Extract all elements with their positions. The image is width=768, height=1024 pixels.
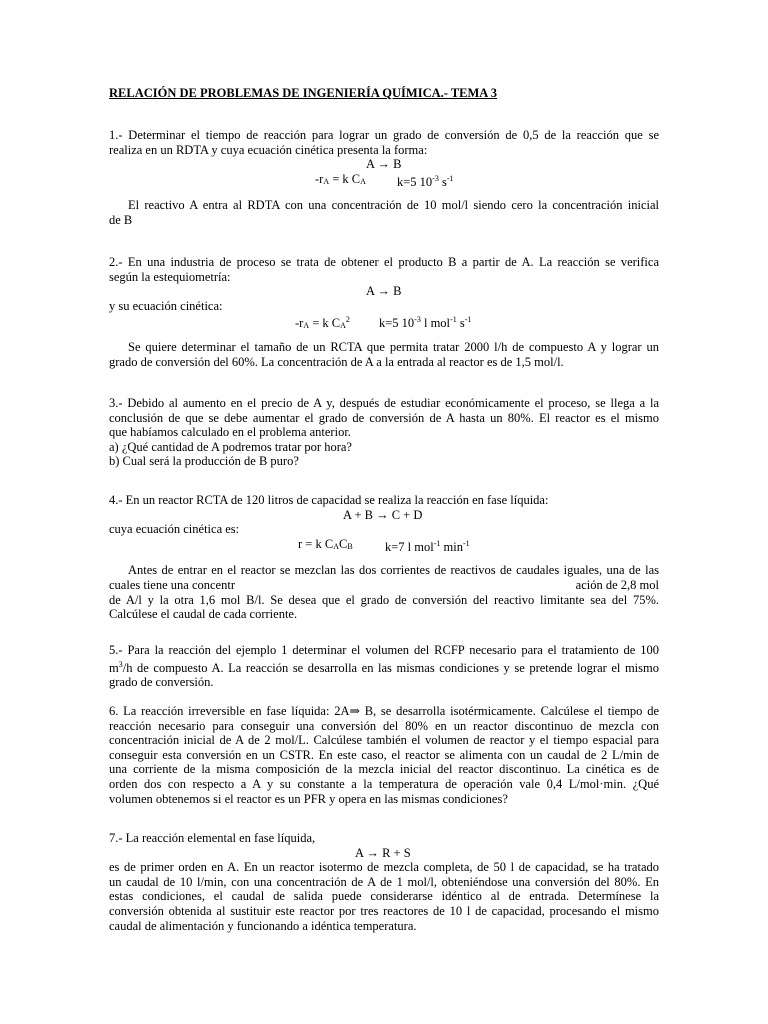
problem-1-line: 1.- Determinar el tiempo de reacción para lograr un grado de conversión de 0,5 de la reacción que se bbox=[109, 128, 659, 142]
problem-4-paragraph: cuales tiene una concentr ación de 2,8 mol bbox=[109, 577, 659, 592]
rate-constant: k=5 $10^{-3}$ $s^{-1}$ bbox=[397, 173, 454, 189]
problem-2-paragraph: grado de conversión del 60%. La concentración de A a la entrada al reactor es de 1,5 mol/l. bbox=[109, 354, 564, 369]
problem-3-line: 3.- Debido al aumento en el precio de A y, después de estudiar económicamente el proceso, se llega a la bbox=[109, 396, 659, 410]
rate-equation: -rA = k $CA^2$ bbox=[295, 315, 350, 331]
equation-row bbox=[109, 284, 659, 299]
rate-constant: k=5 $10^{-3}$ l mol$^{-1}$ $s^{-1}$ bbox=[379, 315, 472, 331]
problem-4 bbox=[109, 493, 659, 622]
problem-3 bbox=[109, 396, 659, 469]
reaction-equation: A + B → C + D bbox=[343, 507, 423, 522]
problem-2-line: y su ecuación cinética: bbox=[109, 298, 223, 313]
problem-6-line: orden dos con respecto a A y su constante a la temperatura de operación vale 0,4 L/mol·min. ¿Qué bbox=[109, 776, 659, 791]
problem-4-paragraph: de A/l y la otra 1,6 mol B/l. Se desea que el grado de conversión del reactivo limitante sea del 75%. bbox=[109, 592, 659, 607]
problem-1-paragraph: El reactivo A entra al RDTA con una concentración de 10 mol/l siendo cero la concentración inicial bbox=[128, 198, 659, 213]
equation-row bbox=[109, 313, 659, 331]
problem-6 bbox=[109, 704, 659, 806]
problem-2-paragraph: Se quiere determinar el tamaño de un RCTA que permita tratar 2000 l/h de compuesto A y lograr un bbox=[128, 339, 659, 354]
rate-constant: k=7 l mol$^{-1}$ $\min^{-1}$ bbox=[385, 538, 470, 554]
problem-6-line: reacción necesario para conseguir una conversión del 80% en un reactor discontinuo de mezcla con bbox=[109, 718, 659, 733]
problem-7-line: es de primer orden en A. En un reactor isotermo de mezcla completa, de 50 l de capacidad, se ha tratado bbox=[109, 860, 659, 875]
page-title: RELACIÓN DE PROBLEMAS DE INGENIERÍA QUÍMICA.- TEMA 3 bbox=[109, 86, 498, 100]
equation-row bbox=[109, 508, 659, 523]
problem-4-paragraph: Antes de entrar en el reactor se mezclan las dos corrientes de reactivos de caudales iguales, una de las bbox=[128, 563, 659, 578]
question-b: b) Cual será la producción de B puro? bbox=[109, 454, 299, 469]
problem-5 bbox=[109, 643, 659, 690]
problem-4-paragraph: Calcúlese el caudal de cada corriente. bbox=[109, 607, 298, 622]
problem-2 bbox=[109, 255, 659, 369]
problem-7-line: estas condiciones, el caudal de salida puede considerarse idéntico al de entrada. Determínese la bbox=[109, 889, 659, 904]
problem-6-line: volumen obtenemos si el reactor es un PFR y opera en las mismas condiciones? bbox=[109, 791, 508, 806]
problem-6-line: conseguir esta conversión en un CSTR. En este caso, el reactor se alimenta con un caudal de 2 L/min de bbox=[109, 747, 659, 762]
problem-7 bbox=[109, 831, 659, 933]
problem-2-line: 2.- En una industria de proceso se trata de obtener el producto B a partir de A. La reacción se verifica bbox=[109, 255, 659, 269]
equation-row bbox=[109, 846, 659, 861]
problem-3-line: conclusión de que se debe aumentar el grado de conversión de A hasta un 80%. El reactor es el mismo bbox=[109, 410, 659, 425]
problem-6-line: 6. La reacción irreversible en fase líquida: 2A⇒ B, se desarrolla isotérmicamente. Calcúlese el tiempo de bbox=[109, 704, 659, 718]
problem-2-line: según la estequiometría: bbox=[109, 269, 231, 284]
problem-7-line: 7.- La reacción elemental en fase líquida, bbox=[109, 831, 316, 845]
rate-equation: -rA = k CA bbox=[315, 171, 366, 186]
problem-5-line: $m^3/h$ de compuesto A. La reacción se desarrolla en las mismas condiciones y se pretende lograr el mismo bbox=[109, 659, 659, 675]
problem-1-paragraph: de B bbox=[109, 212, 133, 227]
problem-6-line: concentración inicial de A de 2 mol/L. Calcúlese también el volumen de reactor y el tiempo espacial para bbox=[109, 733, 659, 748]
equation-row bbox=[109, 537, 659, 552]
rate-equation: r = k CACB bbox=[298, 536, 353, 551]
problem-7-line: un caudal de 10 l/min, con una concentración de A de 1 mol/l, obteniéndose una conversión del 80%. En bbox=[109, 874, 659, 889]
problem-3-line: que habíamos calculado en el problema anterior. bbox=[109, 425, 351, 440]
question-a: a) ¿Qué cantidad de A podremos tratar por hora? bbox=[109, 439, 352, 454]
problem-1 bbox=[109, 128, 659, 228]
reaction-equation: A → B bbox=[366, 284, 402, 299]
problem-5-line: 5.- Para la reacción del ejemplo 1 determinar el volumen del RCFP necesario para el tratamiento de 100 bbox=[109, 643, 659, 657]
problem-1-line: realiza en un RDTA y cuya ecuación cinética presenta la forma: bbox=[109, 142, 428, 157]
problem-4-line: cuya ecuación cinética es: bbox=[109, 522, 240, 537]
equation-row bbox=[109, 172, 659, 187]
reaction-equation: A → R + S bbox=[355, 845, 411, 860]
problem-5-line: grado de conversión. bbox=[109, 675, 214, 690]
reaction-equation: A → B bbox=[366, 157, 402, 172]
problem-4-line: 4.- En un reactor RCTA de 120 litros de capacidad se realiza la reacción en fase líquida: bbox=[109, 493, 549, 507]
problem-7-line: caudal de alimentación y funcionando a idéntica temperatura. bbox=[109, 918, 417, 933]
problem-6-line: una corriente de la misma composición de la mezcla inicial del reactor discontinuo. La cinética es de bbox=[109, 762, 659, 777]
problem-7-line: conversión obtenida al sustituir este reactor por tres reactores de 10 l de capacidad, procesando el mismo bbox=[109, 903, 659, 918]
equation-row bbox=[109, 157, 659, 172]
